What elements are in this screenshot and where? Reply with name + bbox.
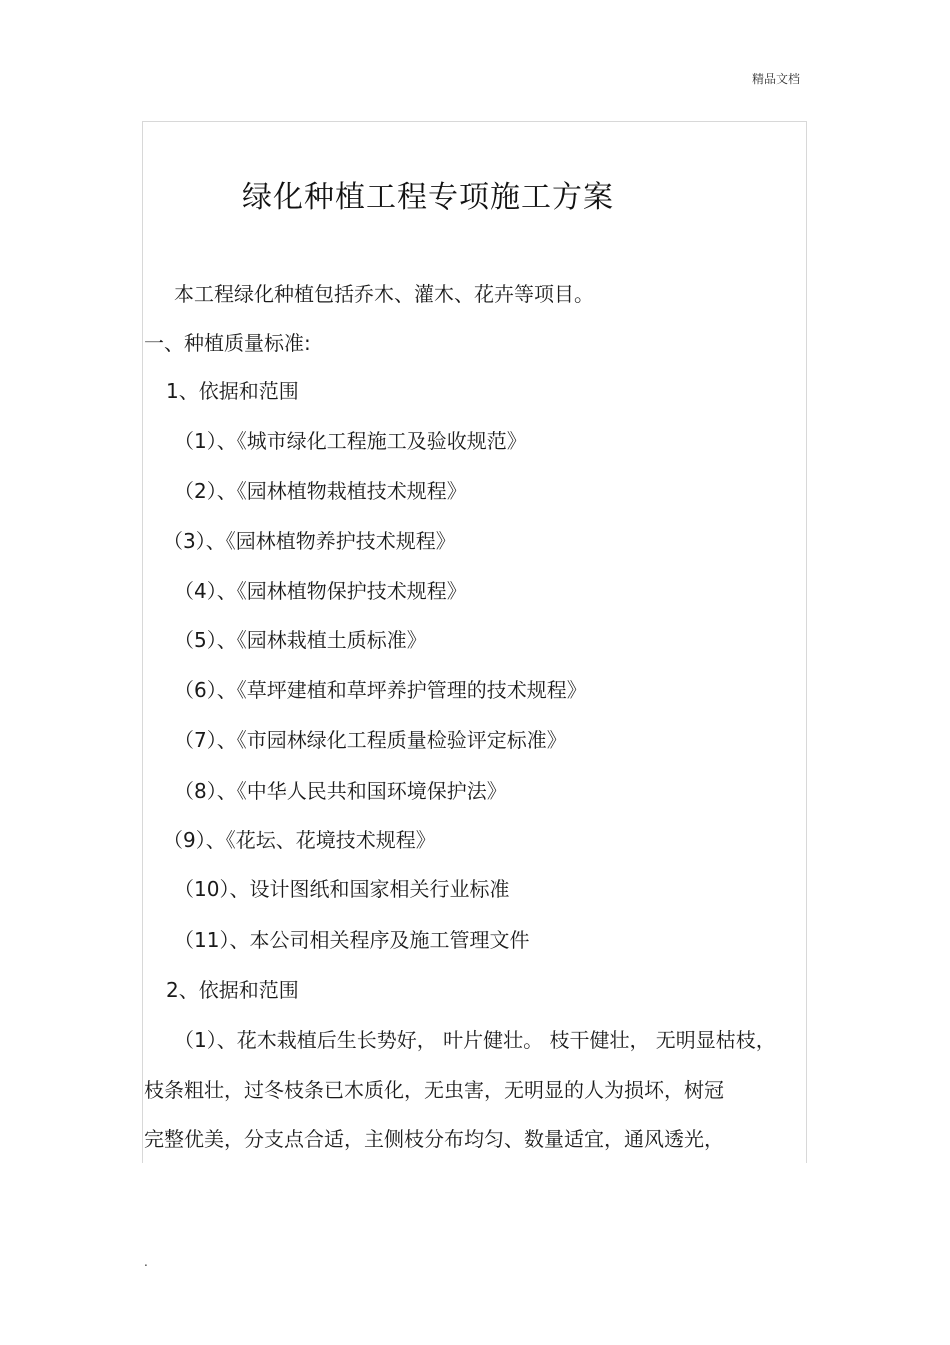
list-item: （1）、《城市绿化工程施工及验收规范》: [174, 429, 527, 453]
intro-paragraph: 本工程绿化种植包括乔木、灌木、花卉等项目。: [174, 282, 594, 306]
list-item: （3）、《园林植物养护技术规程》: [163, 529, 456, 553]
paragraph-line: 完整优美，分支点合适，主侧枝分布均匀、数量适宜，通风透光，: [144, 1127, 724, 1151]
list-item: （11）、本公司相关程序及施工管理文件: [174, 928, 530, 952]
paragraph-line: 枝条粗壮，过冬枝条已木质化，无虫害，无明显的人为损坏，树冠: [144, 1078, 724, 1102]
list-item: （10）、设计图纸和国家相关行业标准: [174, 877, 510, 901]
paragraph-line: （1）、花木栽植后生长势好， 叶片健壮。 枝干健壮， 无明显枯枝，: [174, 1028, 776, 1052]
list-item: （2）、《园林植物栽植技术规程》: [174, 479, 467, 503]
list-item: （4）、《园林植物保护技术规程》: [174, 579, 467, 603]
list-item: （9）、《花坛、花境技术规程》: [163, 828, 436, 852]
footer-mark: .: [144, 1255, 148, 1269]
list-item: （8）、《中华人民共和国环境保护法》: [174, 779, 507, 803]
list-item: （5）、《园林栽植土质标准》: [174, 628, 427, 652]
section-heading: 一、种植质量标准:: [144, 331, 311, 355]
header-label: 精品文档: [752, 72, 801, 86]
document-title: 绿化种植工程专项施工方案: [242, 180, 614, 215]
list-item: （6）、《草坪建植和草坪养护管理的技术规程》: [174, 678, 587, 702]
subsection-heading: 1、依据和范围: [166, 379, 299, 403]
list-item: （7）、《市园林绿化工程质量检验评定标准》: [174, 728, 567, 752]
subsection-heading: 2、依据和范围: [166, 978, 299, 1002]
